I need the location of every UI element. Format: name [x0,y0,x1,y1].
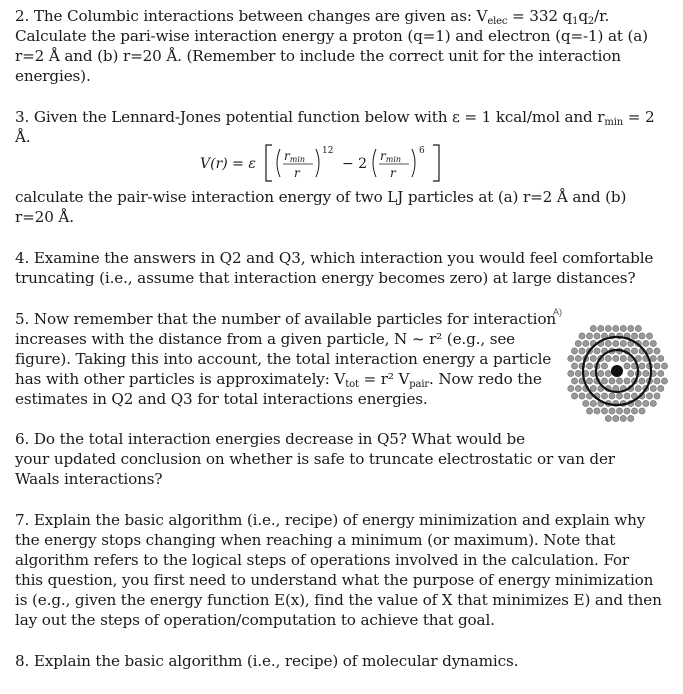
particle [654,378,660,384]
particle [568,355,574,361]
particle [661,378,667,384]
particle [598,370,604,376]
particle [616,393,622,399]
particle [613,415,619,421]
particle [613,325,619,331]
particle [579,348,585,354]
particle [624,363,630,369]
particle [609,408,615,414]
particle [658,370,664,376]
particle [624,393,630,399]
q6-line-2: your updated conclusion on whether is safe to truncate electrostatic or van der [15,450,615,468]
particle [601,393,607,399]
particle [628,370,634,376]
particle [575,370,581,376]
particle [661,363,667,369]
particle [658,355,664,361]
particle [639,363,645,369]
particle [590,385,596,391]
particle [586,333,592,339]
particle [586,378,592,384]
particle [579,333,585,339]
particle [650,400,656,406]
particle [620,325,626,331]
particle [601,408,607,414]
particle [624,408,630,414]
particle [646,333,652,339]
particle [583,400,589,406]
q5-line-5: estimates in Q2 and Q3 for total interactions energies. [15,390,428,408]
left-bracket [266,145,272,181]
particle [646,393,652,399]
paren-open-2 [373,149,376,177]
q5-line-1: 5. Now remember that the number of available particles for interaction [15,310,556,328]
q3-line-3: calculate the pair-wise interaction energy of two LJ particles at (a) r=2 Å and (b) [15,188,627,206]
particle [620,340,626,346]
q4-line-2: truncating (i.e., assume that interaction energy becomes zero) at large distances? [15,269,636,287]
q8-line-1: 8. Explain the basic algorithm (i.e., recipe) of molecular dynamics. [15,652,519,670]
figure-label: A) [553,307,562,317]
term1-numerator: rmin [284,149,306,164]
q7-line-3: algorithm refers to the logical steps of operations involved in the calculation. For [15,551,630,569]
particle [654,363,660,369]
q5-line-4: has with other particles is approximately: $V_{tot} = r^2$ $V_{pair}$. Now redo the [15,370,542,390]
right-bracket [433,145,439,181]
particle [643,370,649,376]
particle [583,340,589,346]
particle [635,325,641,331]
q7-line-5: is (e.g., given the energy function E(x), find the value of X that minimizes E) and then [15,591,662,609]
particle [635,400,641,406]
question-5 [15,309,556,409]
particle [571,348,577,354]
particle [624,378,630,384]
particle [635,385,641,391]
particle [639,333,645,339]
q3-line-1: 3. Given the Lennard-Jones potential function below with ε = 1 kcal/mol and $r_{min} = 2$ [15,108,655,128]
paren-close-1 [316,149,319,177]
particle [631,408,637,414]
minus-two: − 2 [342,156,368,172]
particle [601,378,607,384]
particle [571,378,577,384]
particle [646,348,652,354]
particle [605,340,611,346]
particle [590,355,596,361]
q5-line-3: figure). Taking this into account, the total interaction energy a particle [15,350,552,368]
q3-line-2: Å. [15,128,31,146]
q2-line-2: Calculate the pari-wise interaction energy a proton (q=1) and electron (q=-1) at (a) [15,27,648,45]
particle [631,348,637,354]
particle [594,333,600,339]
particle [594,348,600,354]
question-2 [15,6,648,86]
particle [609,378,615,384]
particle [628,415,634,421]
term2-numerator: rmin [380,149,402,164]
particle [598,325,604,331]
particle [571,393,577,399]
particle [568,370,574,376]
q5-line-2: increases with the distance from a given particle, N ~ r² (e.g., see [15,330,516,348]
particle [568,385,574,391]
q7-line-4: this question, you first need to understand what the purpose of energy minimization [15,571,654,589]
exponent-12: 12 [322,146,334,156]
particle [590,325,596,331]
particle [650,340,656,346]
q7-line-1: 7. Explain the basic algorithm (i.e., recipe) of energy minimization and explain why [15,511,646,529]
particle [605,325,611,331]
particle [605,415,611,421]
question-4 [15,248,653,288]
paren-open-1 [277,149,280,177]
particle [620,415,626,421]
q2-line-3: r=2 Å and (b) r=20 Å. (Remember to include the correct unit for the interaction [15,47,621,65]
particle [643,400,649,406]
particle [613,340,619,346]
equation-lhs: V(r) = ε [200,156,256,172]
particle [609,393,615,399]
particle [575,355,581,361]
particle [605,355,611,361]
particle [594,408,600,414]
q7-line-2: the energy stops changing when reaching a minimum (or maximum). Note that [15,531,616,549]
q4-line-1: 4. Examine the answers in Q2 and Q3, which interaction you would feel comfortable [15,249,654,267]
question-8 [15,651,518,671]
question-3-continued [15,187,626,227]
particle [586,408,592,414]
particle [658,385,664,391]
central-particle [611,365,623,377]
particle [613,355,619,361]
q6-line-1: 6. Do the total interaction energies decrease in Q5? What would be [15,430,525,448]
particle [650,385,656,391]
particle [628,325,634,331]
term1-denominator: r [294,166,300,180]
q3-line-4: r=20 Å. [15,208,74,226]
q2-line-4: energies). [15,67,91,85]
term2-denominator: r [390,166,396,180]
particle [654,348,660,354]
particle [654,393,660,399]
particle [650,355,656,361]
particle [639,378,645,384]
particle [579,393,585,399]
particle [631,333,637,339]
q6-line-3: Waals interactions? [15,470,163,488]
particle [601,363,607,369]
particle [639,408,645,414]
particle [575,340,581,346]
exponent-6: 6 [419,146,425,156]
particle [643,340,649,346]
question-7 [15,510,662,630]
particle [575,385,581,391]
particle [590,400,596,406]
particle-shells-figure [553,305,671,423]
lennard-jones-equation [200,141,460,185]
paren-close-2 [412,149,415,177]
particle [616,378,622,384]
particle [620,355,626,361]
particle [571,363,577,369]
q7-line-6: lay out the steps of operation/computation to achieve that goal. [15,611,495,629]
particle [586,363,592,369]
question-6 [15,429,615,489]
particle [605,370,611,376]
particle [616,408,622,414]
q2-line-1: 2. The Columbic interactions between changes are given as: $V_{elec} = 332$ $q_1q_2/r$. [15,7,610,27]
